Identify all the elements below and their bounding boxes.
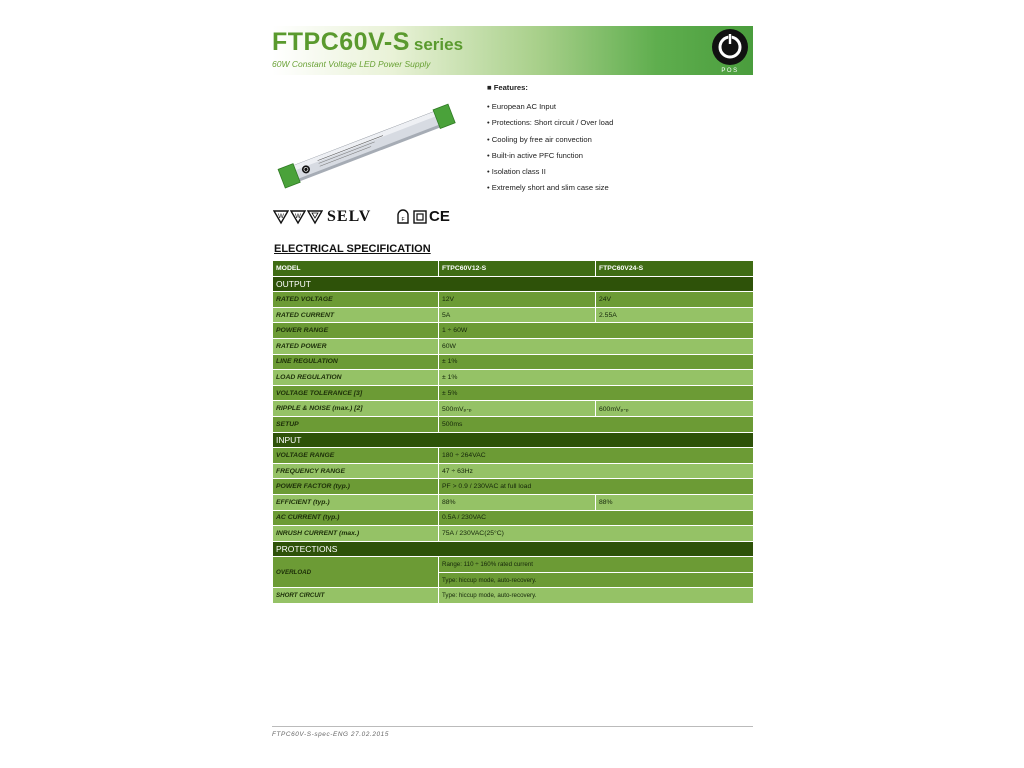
- table-row: OVERLOAD Range: 110 ÷ 160% rated current: [273, 557, 754, 573]
- section-row-output: OUTPUT: [273, 276, 754, 292]
- table-row: VOLTAGE RANGE 180 ÷ 264VAC: [273, 448, 754, 464]
- table-row: POWER FACTOR (typ.) PF > 0.9 / 230VAC at full load: [273, 479, 754, 495]
- table-row: SETUP 500ms: [273, 416, 754, 432]
- section-row-input: INPUT: [273, 432, 754, 448]
- selv-mark: SELV: [327, 208, 372, 225]
- svg-text:W: W: [278, 214, 284, 220]
- certification-marks: [273, 209, 453, 227]
- table-row: RATED CURRENT 5A 2.55A: [273, 307, 754, 323]
- footer-divider: [272, 726, 753, 727]
- table-row: POWER RANGE 1 ÷ 60W: [273, 323, 754, 339]
- ce-mark: CE: [429, 208, 450, 225]
- triangle-mark-icon: [307, 209, 323, 225]
- table-row: RIPPLE & NOISE (max.) [2] 500mVₚ-ₚ 600mVₚ-ₚ: [273, 401, 754, 417]
- features-list: [487, 83, 613, 197]
- section-title: ELECTRICAL SPECIFICATION: [274, 243, 431, 255]
- features-title: ■ Features:: [487, 83, 528, 92]
- table-row: VOLTAGE TOLERANCE [3] ± 5%: [273, 385, 754, 401]
- table-row: RATED VOLTAGE 12V 24V: [273, 292, 754, 308]
- feature-item: • Isolation class II: [487, 167, 546, 177]
- svg-text:W: W: [295, 214, 301, 220]
- table-row: EFFICIENT (typ.) 88% 88%: [273, 494, 754, 510]
- table-header-row: [273, 261, 754, 277]
- footer-doc-id: FTPC60V-S-spec-ENG 27.02.2015: [272, 731, 389, 738]
- table-row: INRUSH CURRENT (max.) 75A / 230VAC(25°C): [273, 526, 754, 542]
- feature-item: • Cooling by free air convection: [487, 134, 592, 144]
- w-mark-icon: [273, 209, 289, 225]
- table-row: LOAD REGULATION ± 1%: [273, 370, 754, 386]
- feature-item: • Protections: Short circuit / Over load: [487, 118, 614, 128]
- series-label: series: [413, 35, 464, 54]
- table-row: AC CURRENT (typ.) 0.5A / 230VAC: [273, 510, 754, 526]
- header-banner: [272, 26, 753, 75]
- header-cell: FTPC60V24-S: [596, 261, 754, 277]
- feature-item: • Built-in active PFC function: [487, 150, 583, 160]
- table-row: LINE REGULATION ± 1%: [273, 354, 754, 370]
- class-ii-icon: [413, 209, 427, 225]
- product-image: [276, 96, 458, 198]
- table-row: RATED POWER 60W: [273, 338, 754, 354]
- header-cell: FTPC60V12-S: [439, 261, 596, 277]
- table-row: Type: hiccup mode, auto-recovery.: [273, 572, 754, 588]
- table-row: FREQUENCY RANGE 47 ÷ 63Hz: [273, 463, 754, 479]
- feature-item: • Extremely short and slim case size: [487, 183, 609, 193]
- header-cell: MODEL: [273, 261, 439, 277]
- page-title: [272, 28, 463, 57]
- thermal-mark-icon: [396, 209, 410, 225]
- svg-text:F: F: [401, 217, 405, 223]
- svg-text:POS: POS: [721, 68, 739, 74]
- w-mark-icon: [290, 209, 306, 225]
- subtitle: 60W Constant Voltage LED Power Supply: [272, 59, 431, 69]
- model-name: FTPC60V-S: [272, 28, 410, 56]
- pos-logo-icon: [710, 28, 750, 74]
- table-row: SHORT CIRCUIT Type: hiccup mode, auto-recovery.: [273, 588, 754, 604]
- section-row-protections: PROTECTIONS: [273, 541, 754, 557]
- spec-table: [272, 260, 754, 604]
- feature-item: • European AC Input: [487, 102, 556, 111]
